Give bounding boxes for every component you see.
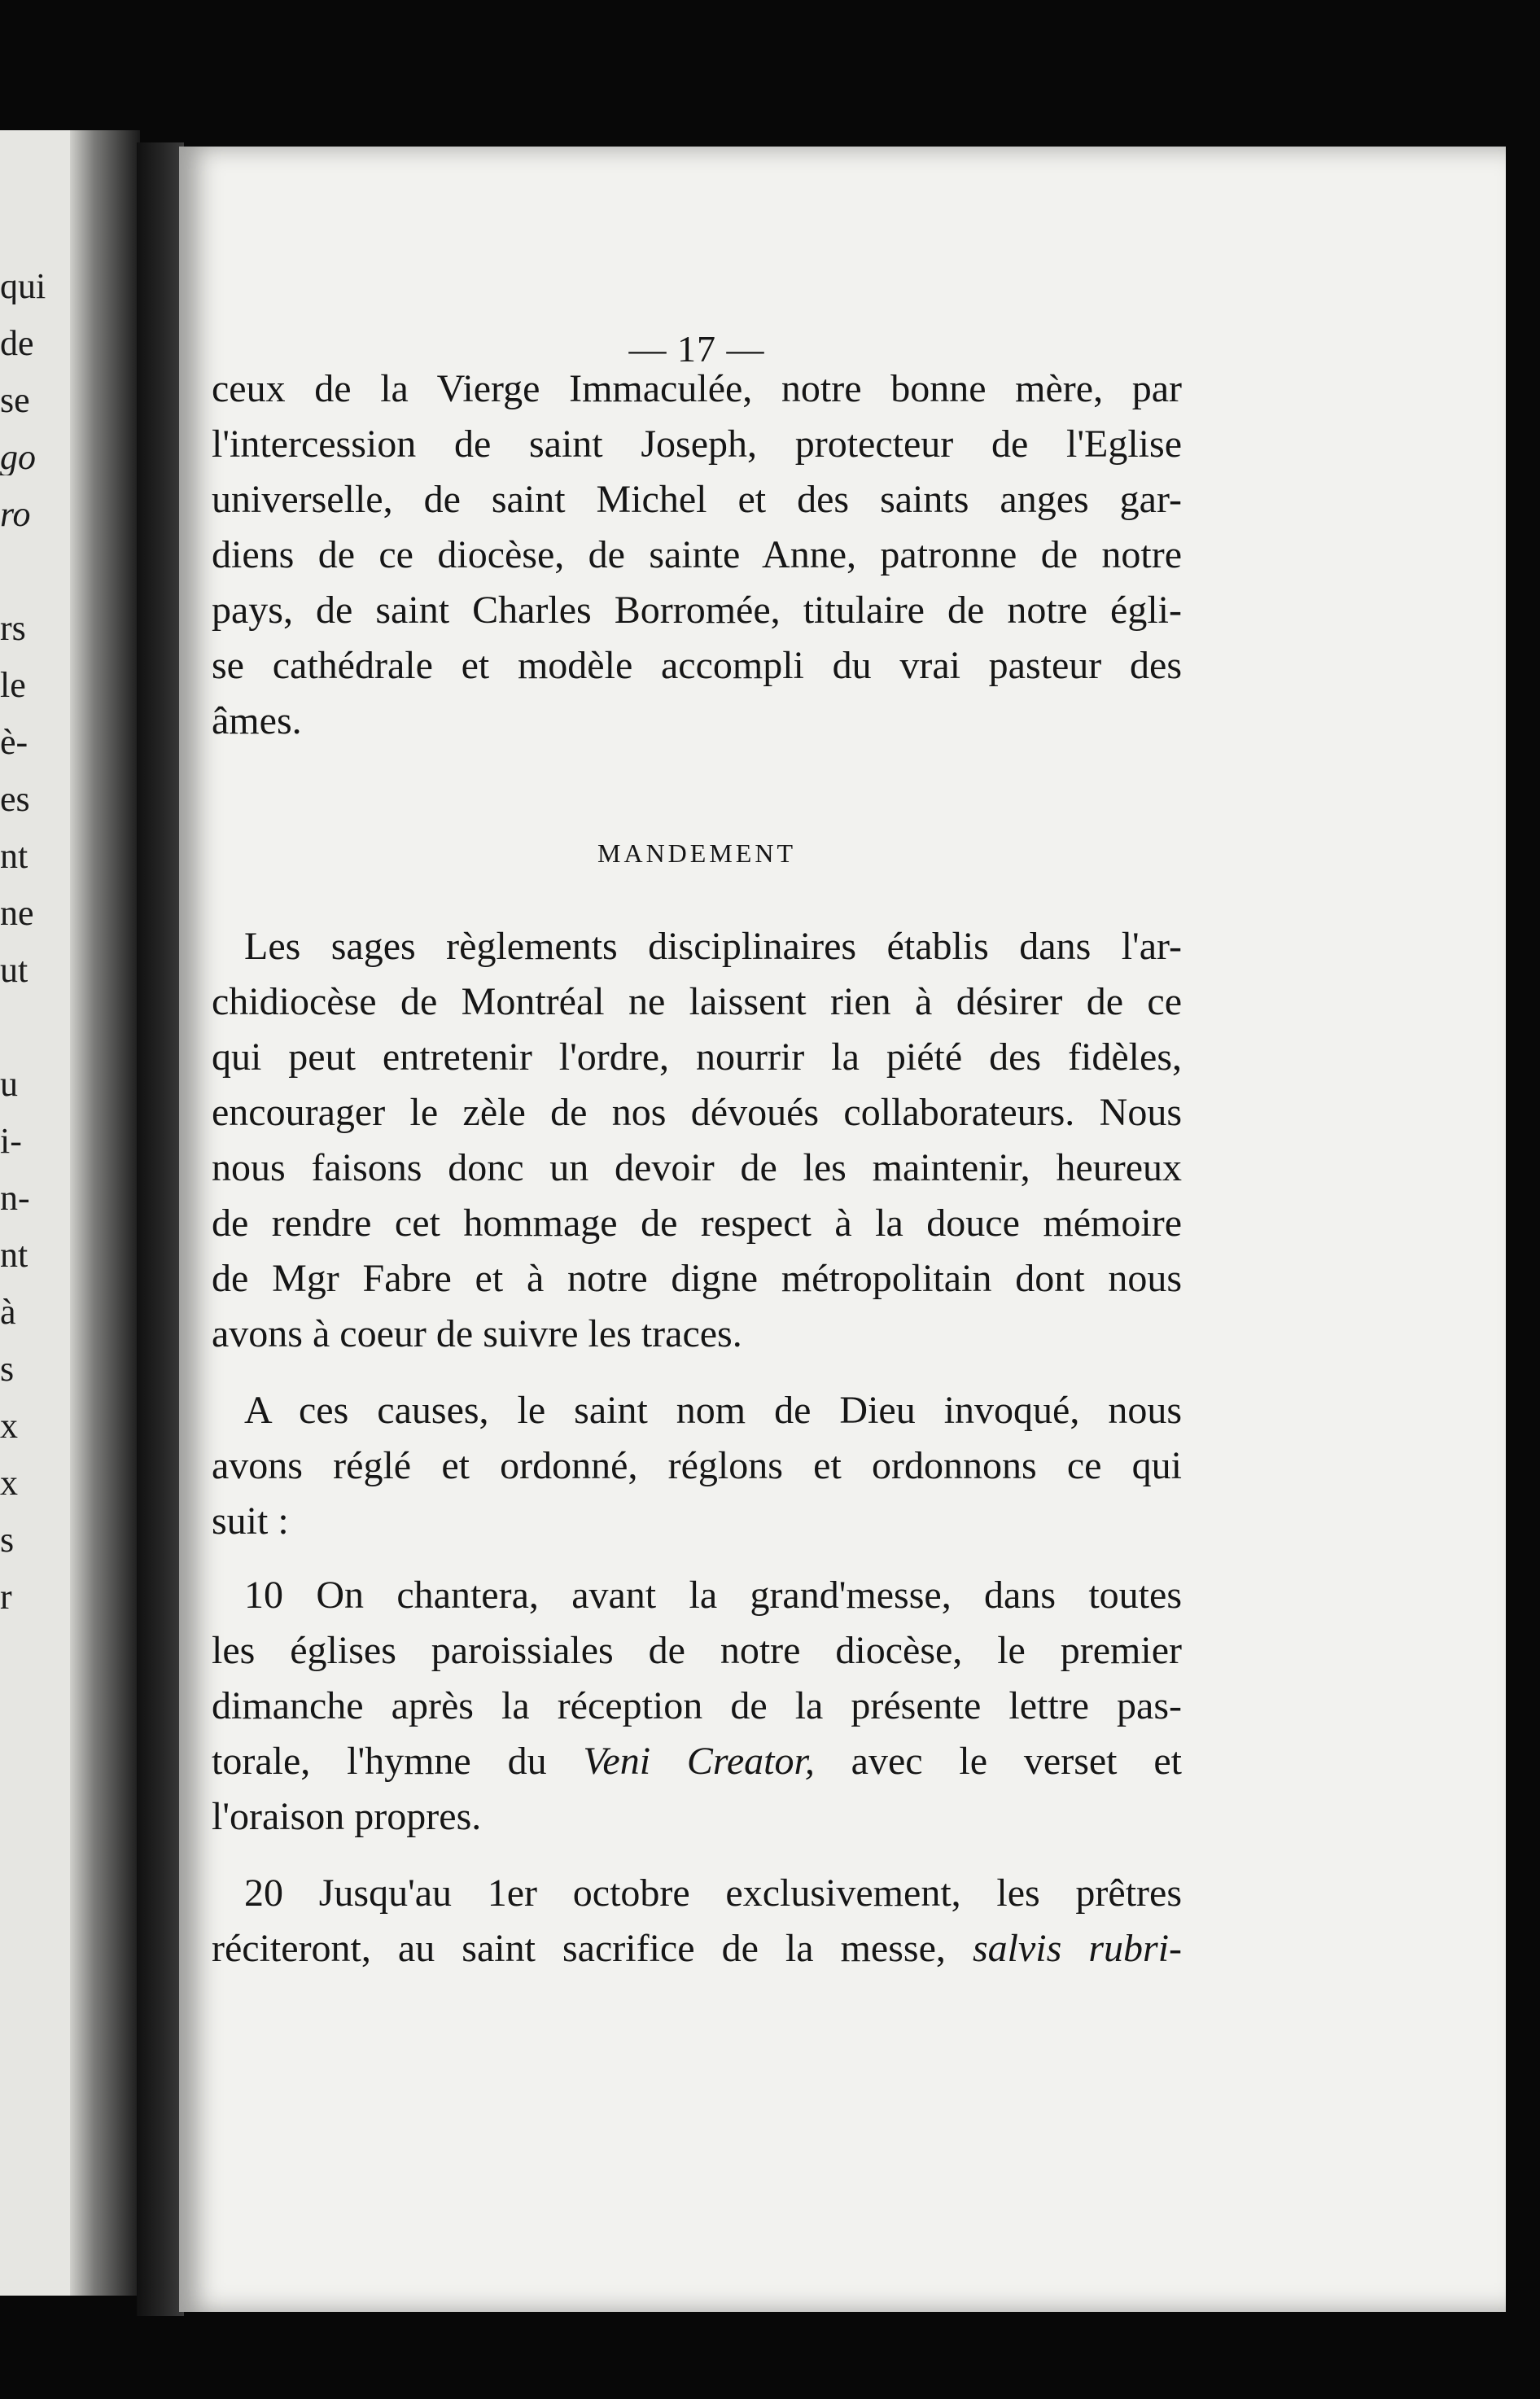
facing-page-fragment: à xyxy=(0,1294,16,1330)
hymn-title: Veni Creator, xyxy=(583,1740,815,1783)
text-line xyxy=(212,1739,1182,1784)
text-line: encourager le zèle de nos dévoués collaborateurs. Nous xyxy=(212,1091,1182,1134)
text-line: diens de ce diocèse, de sainte Anne, patronne de notre xyxy=(212,533,1182,576)
text-line: ceux de la Vierge Immaculée, notre bonne mère, par xyxy=(212,367,1182,410)
facing-page-fragment: es xyxy=(0,781,30,817)
facing-page-fragment: s xyxy=(0,1351,15,1387)
text-line: se cathédrale et modèle accompli du vrai pasteur des xyxy=(212,644,1182,687)
facing-page-fragment: de xyxy=(0,326,34,361)
text-line xyxy=(212,1926,1182,1972)
text-line: 20 Jusqu'au 1er octobre exclusivement, les prêtres xyxy=(244,1871,1182,1915)
latin-phrase: salvis rubri- xyxy=(972,1927,1183,1970)
text-line: universelle, de saint Michel et des saints anges gar- xyxy=(212,478,1182,521)
book-spine xyxy=(137,142,184,2316)
page-number: — 17 — xyxy=(628,328,765,370)
text-line: Les sages règlements disciplinaires établis dans l'ar- xyxy=(244,925,1182,968)
text-line: 10 On chantera, avant la grand'messe, dans toutes xyxy=(244,1574,1182,1617)
text-line: l'intercession de saint Joseph, protecteur de l'Eglise xyxy=(212,422,1182,466)
facing-page-fragment: nt xyxy=(0,838,28,874)
text-line: A ces causes, le saint nom de Dieu invoqué, nous xyxy=(244,1389,1182,1432)
facing-page-fragment: x xyxy=(0,1465,18,1501)
text-line: les églises paroissiales de notre diocèse, le premier xyxy=(212,1629,1182,1672)
facing-page-fragment: i- xyxy=(0,1123,22,1159)
text-span: torale, l'hymne du xyxy=(212,1740,547,1783)
facing-page-fragment: ut xyxy=(0,952,28,988)
text-line: pays, de saint Charles Borromée, titulaire de notre égli- xyxy=(212,589,1182,632)
facing-page-fragment: n- xyxy=(0,1180,30,1216)
text-line: l'oraison propres. xyxy=(212,1795,482,1838)
text-line: avons à coeur de suivre les traces. xyxy=(212,1312,742,1355)
facing-page-fragment: r xyxy=(0,1579,12,1615)
section-heading: MANDEMENT xyxy=(597,838,796,868)
text-line: avons réglé et ordonné, réglons et ordonnons ce qui xyxy=(212,1444,1182,1487)
text-line: chidiocèse de Montréal ne laissent rien à désirer de ce xyxy=(212,980,1182,1023)
facing-page-fragment: ne xyxy=(0,895,34,931)
facing-page-gutter xyxy=(70,130,140,2296)
text-span: avec le verset et xyxy=(851,1740,1183,1783)
facing-page-fragment: nt xyxy=(0,1237,28,1273)
text-line: de Mgr Fabre et à notre digne métropolitain dont nous xyxy=(212,1257,1182,1300)
facing-page-fragment: se xyxy=(0,383,30,418)
facing-page-fragment: u xyxy=(0,1066,18,1102)
document-page xyxy=(179,147,1506,2312)
facing-page-fragment: x xyxy=(0,1408,18,1444)
facing-page-fragment: è- xyxy=(0,725,28,760)
facing-page-fragment: le xyxy=(0,668,26,703)
text-line: âmes. xyxy=(212,699,302,742)
text-line: de rendre cet hommage de respect à la douce mémoire xyxy=(212,1202,1182,1245)
facing-page-fragment: qui xyxy=(0,269,46,304)
text-line: qui peut entretenir l'ordre, nourrir la piété des fidèles, xyxy=(212,1035,1182,1079)
facing-page-fragment: go xyxy=(0,440,36,475)
facing-page-fragment: rs xyxy=(0,611,26,646)
facing-page-fragment: s xyxy=(0,1522,15,1558)
text-line: nous faisons donc un devoir de les maintenir, heureux xyxy=(212,1146,1182,1189)
text-span: réciteront, au saint sacrifice de la messe, xyxy=(212,1927,946,1970)
text-line: suit : xyxy=(212,1499,289,1543)
facing-page-fragment: ro xyxy=(0,497,31,532)
text-line: dimanche après la réception de la présente lettre pas- xyxy=(212,1684,1182,1727)
